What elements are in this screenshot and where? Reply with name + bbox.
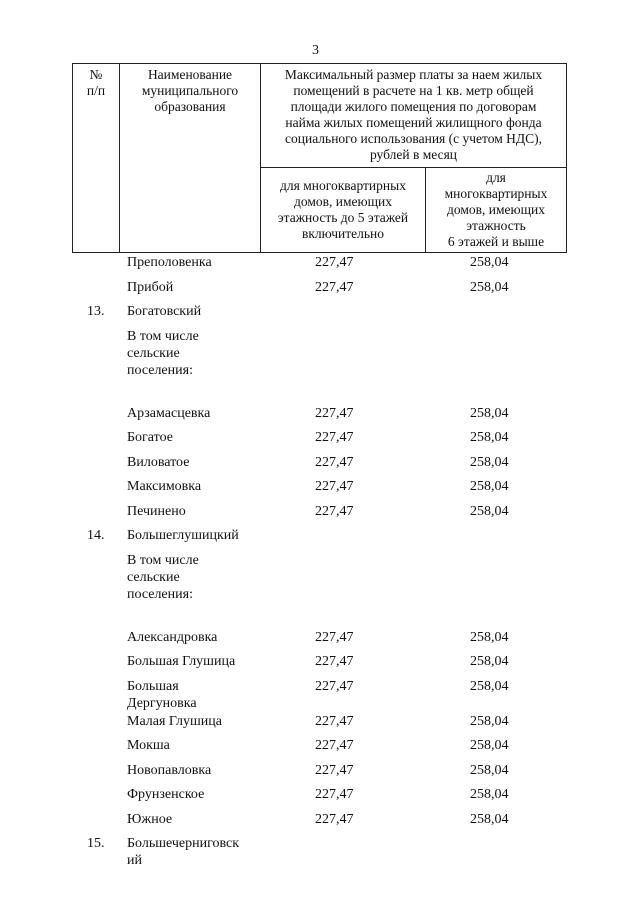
header-col-number: № п/п	[73, 64, 120, 253]
table-row	[72, 277, 567, 302]
row-value-low: 227,47	[315, 479, 354, 494]
row-value-high: 258,04	[470, 738, 509, 753]
table-row	[72, 525, 567, 550]
table-row	[72, 427, 567, 452]
row-value-high: 258,04	[470, 430, 509, 445]
table-row	[72, 676, 567, 711]
row-value-high: 258,04	[470, 405, 509, 421]
row-value-low: 227,47	[315, 811, 354, 827]
row-name: Мокша	[127, 738, 170, 753]
row-value-high: 258,04	[470, 279, 509, 295]
table-row	[72, 476, 567, 501]
row-name: Южное	[127, 811, 173, 827]
row-value-low: 227,47	[315, 255, 354, 270]
row-name: В том числе сельские поселения:	[127, 328, 199, 378]
row-number: 14.	[87, 528, 105, 543]
table-row	[72, 403, 567, 428]
row-name: Новопавловка	[127, 762, 212, 778]
row-name: Фрунзенское	[127, 787, 205, 802]
row-value-low: 227,47	[315, 279, 354, 295]
table-row	[72, 651, 567, 676]
row-name: Большеглушицкий	[127, 528, 239, 543]
row-name: Большая Глушица	[127, 654, 236, 669]
row-value-high: 258,04	[470, 713, 509, 729]
table-row	[72, 627, 567, 652]
page-number: 3	[312, 43, 319, 58]
row-value-low: 227,47	[315, 405, 354, 421]
row-name: Преполовенка	[127, 255, 212, 270]
table-row	[72, 501, 567, 526]
row-number: 13.	[87, 304, 105, 319]
row-name: Большечерниговский	[127, 836, 240, 868]
row-value-low: 227,47	[315, 629, 354, 645]
header-col-sub2: для многоквартирных домов, имеющих этажность 6 этажей и выше	[426, 168, 567, 253]
row-value-high: 258,04	[470, 503, 509, 519]
row-value-low: 227,47	[315, 654, 354, 669]
table-row	[72, 452, 567, 477]
row-value-high: 258,04	[470, 454, 509, 470]
row-value-high: 258,04	[470, 678, 509, 694]
row-value-low: 227,47	[315, 503, 354, 519]
row-name: Максимовка	[127, 479, 202, 494]
row-name: Богатовский	[127, 304, 202, 319]
row-name: Малая Глушица	[127, 713, 222, 729]
row-name: Арзамасцевка	[127, 405, 211, 421]
row-value-low: 227,47	[315, 713, 354, 729]
row-value-low: 227,47	[315, 787, 354, 802]
table-row	[72, 809, 567, 834]
table-row	[72, 301, 567, 326]
table-row	[72, 784, 567, 809]
row-name: Печинено	[127, 503, 186, 519]
table-row	[72, 833, 567, 868]
row-value-high: 258,04	[470, 255, 509, 270]
header-col-name: Наименование муниципального образования	[120, 64, 261, 253]
row-value-high: 258,04	[470, 479, 509, 494]
row-value-low: 227,47	[315, 762, 354, 778]
row-name: Богатое	[127, 430, 173, 445]
header-col-sub1: для многоквартирных домов, имеющих этажность до 5 этажей включительно	[261, 168, 426, 253]
row-value-low: 227,47	[315, 430, 354, 445]
row-number: 15.	[87, 836, 105, 851]
table-row	[72, 550, 567, 627]
row-name: В том числе сельские поселения:	[127, 552, 199, 602]
row-value-low: 227,47	[315, 738, 354, 753]
row-value-low: 227,47	[315, 454, 354, 470]
row-name: Большая Дергуновка	[127, 678, 197, 711]
row-value-high: 258,04	[470, 629, 509, 645]
table-row	[72, 711, 567, 736]
table-row	[72, 735, 567, 760]
row-name: Александровка	[127, 629, 218, 645]
table-row	[72, 252, 567, 277]
table-row	[72, 326, 567, 403]
row-value-high: 258,04	[470, 654, 509, 669]
header-col-main: Максимальный размер платы за наем жилых помещений в расчете на 1 кв. метр общей площади жилого помещения по договорам найма жилых помещений жилищного фонда социального использования (с учетом НДС), рублей в месяц	[261, 64, 567, 168]
row-name: Прибой	[127, 279, 174, 295]
row-name: Виловатое	[127, 454, 190, 470]
row-value-high: 258,04	[470, 787, 509, 802]
table-body	[72, 252, 567, 868]
table-header	[72, 63, 567, 253]
row-value-low: 227,47	[315, 678, 354, 694]
row-value-high: 258,04	[470, 762, 509, 778]
row-value-high: 258,04	[470, 811, 509, 827]
table-row	[72, 760, 567, 785]
